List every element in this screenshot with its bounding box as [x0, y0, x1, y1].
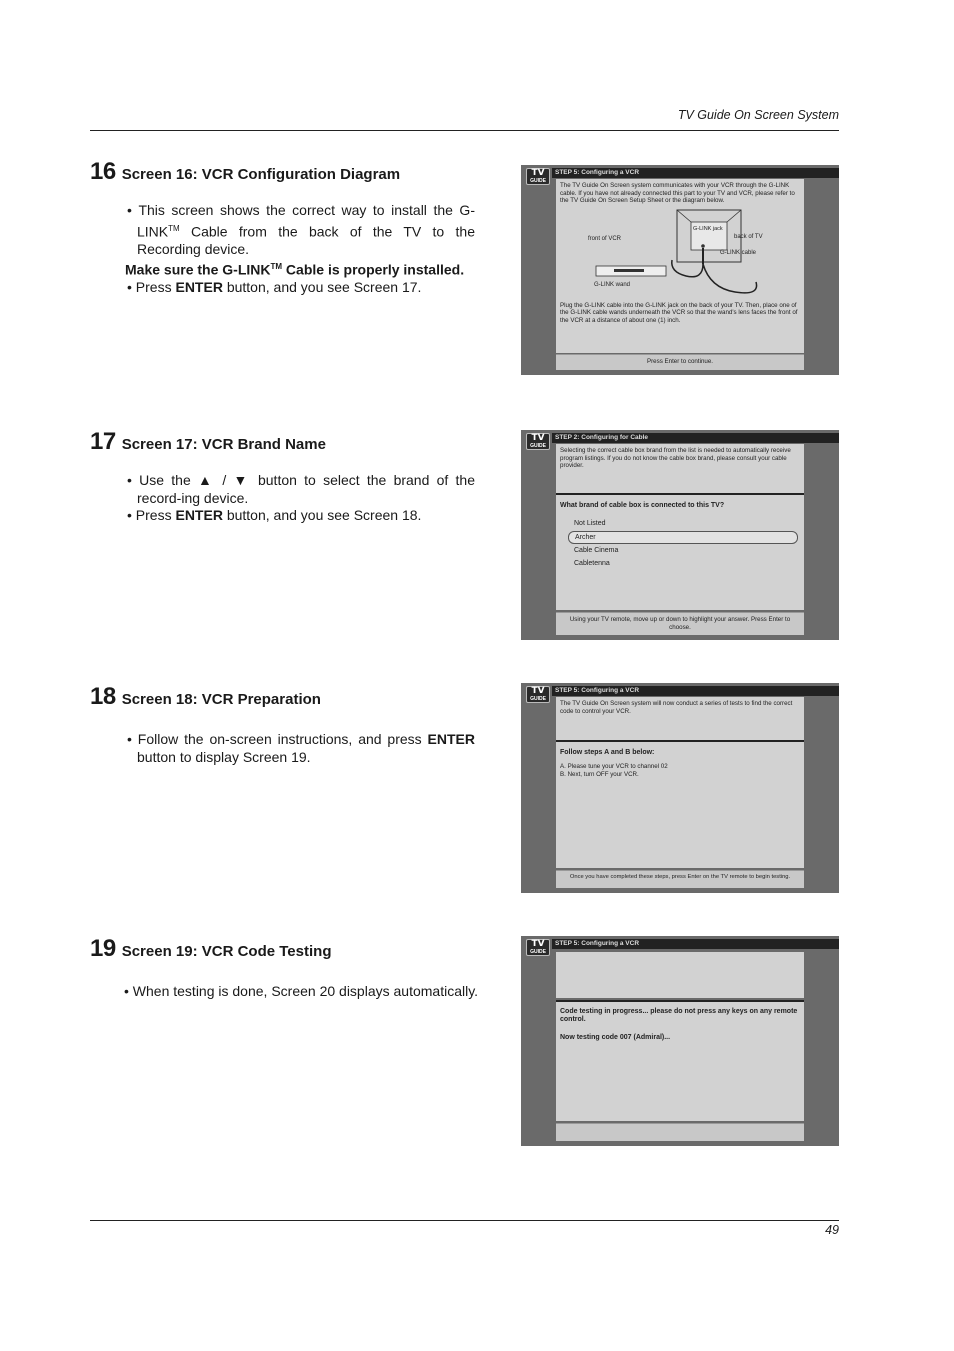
screen-intro-blank: [556, 952, 804, 998]
screen-question-panel: [556, 493, 804, 610]
screen-footer: [556, 1123, 804, 1141]
question-text: What brand of cable box is connected to this TV?: [560, 502, 725, 509]
back-tv-label: back of TV: [734, 233, 763, 240]
step-bar: STEP 5: Configuring a VCR: [552, 939, 839, 949]
testing-code: Now testing code 007 (Admiral)...: [560, 1034, 671, 1041]
section-title: Screen 19: VCR Code Testing: [121, 943, 332, 960]
section-16: [90, 158, 490, 297]
screen-17-image: [521, 430, 839, 640]
screen-footer: Once you have completed these steps, press Enter on the TV remote to begin testing.: [556, 870, 804, 888]
section-number: 18: [90, 683, 116, 710]
section-title: Screen 17: VCR Brand Name: [121, 436, 326, 453]
section-title: Screen 16: VCR Configuration Diagram: [121, 166, 401, 183]
option-cabletenna: Cabletenna: [574, 560, 610, 567]
option-archer-selected: Archer: [568, 531, 798, 544]
step-bar: STEP 5: Configuring a VCR: [552, 168, 839, 178]
testing-message: Code testing in progress... please do not press any keys on any remote control.: [560, 1008, 798, 1023]
section-19: [90, 935, 490, 1001]
step-b: B. Next, turn OFF your VCR.: [560, 770, 639, 778]
screen-panel: The TV Guide On Screen system communicates with your VCR through the G-LINK cable. If you have not already connected this part to your TV and VCR, please refer to the TV Guide On Screen Setup Sheet or the diagram below. front of VCR G-LINK jack back of TV G-LINK cable G-LINK wand Plug the G-LINK cable into the G-LINK jack on the back of your TV. Then, place one of the G-LINK cable wands underneath the VCR so that the wand's lens faces the front of the VCR at a distance of about one (1) inch.: [556, 179, 804, 353]
footer-rule: [90, 1220, 839, 1221]
glink-wand-label: G-LINK wand: [594, 281, 631, 288]
glink-jack-label: G-LINK jack: [693, 225, 723, 232]
tv-guide-logo: TV GUIDE: [526, 433, 550, 450]
screen-18-image: [521, 683, 839, 893]
bullet-item: • Use the ▲ / ▼ button to select the brand of the record-ing device.: [127, 472, 475, 506]
running-header: TV Guide On Screen System: [677, 108, 839, 122]
section-title: Screen 18: VCR Preparation: [121, 691, 321, 708]
vcr-diagram: [560, 208, 808, 298]
page-number: 49: [825, 1223, 839, 1237]
screen-19-image: [521, 936, 839, 1146]
tv-guide-logo: TV GUIDE: [526, 939, 550, 956]
header-rule: [90, 130, 839, 131]
option-not-listed: Not Listed: [574, 520, 606, 527]
step-bar: STEP 5: Configuring a VCR: [552, 686, 839, 696]
front-vcr-label: front of VCR: [588, 235, 622, 242]
screen-testing-panel: [556, 1000, 804, 1121]
bullet-item: • Press ENTER button, and you see Screen 17.: [127, 279, 422, 296]
tv-guide-logo: TV GUIDE: [526, 168, 550, 185]
tv-guide-logo: TV GUIDE: [526, 686, 550, 703]
bullet-item: • This screen shows the correct way to install the G-LINK™ Cable from the back of the TV to the Recording device.: [127, 202, 475, 257]
screen-steps-panel: [556, 740, 804, 868]
section-number: 17: [90, 428, 116, 455]
option-cable-cinema: Cable Cinema: [574, 546, 619, 554]
steps-heading: Follow steps A and B below:: [560, 749, 655, 756]
screen-footer: Press Enter to continue.: [556, 354, 804, 370]
screen-intro: The TV Guide On Screen system will now conduct a series of tests to find the correct code to control your VCR.: [556, 697, 804, 740]
section-number: 19: [90, 935, 116, 962]
section-18: [90, 683, 490, 766]
bullet-item: • Follow the on-screen instructions, and press ENTER button to display Screen 19.: [127, 731, 475, 765]
screen-footer: Using your TV remote, move up or down to highlight your answer. Press Enter to choose.: [556, 612, 804, 635]
step-a: A. Please tune your VCR to channel 02: [560, 763, 668, 770]
screen-16-image: [521, 165, 839, 375]
glink-cable-label: G-LINK cable: [720, 249, 757, 256]
step-bar: STEP 2: Configuring for Cable: [552, 433, 839, 443]
screen-intro: Selecting the correct cable box brand from the list is needed to automatically receive program listings. If you do not know the cable box brand, please consult your cable provider.: [556, 444, 804, 493]
bullet-item: • When testing is done, Screen 20 displays automatically.: [124, 983, 479, 999]
warning-note: Make sure the G-LINK™ Cable is properly installed.: [125, 261, 465, 278]
section-number: 16: [90, 158, 116, 185]
bullet-item: • Press ENTER button, and you see Screen 18.: [127, 507, 422, 523]
section-17: [90, 428, 490, 525]
